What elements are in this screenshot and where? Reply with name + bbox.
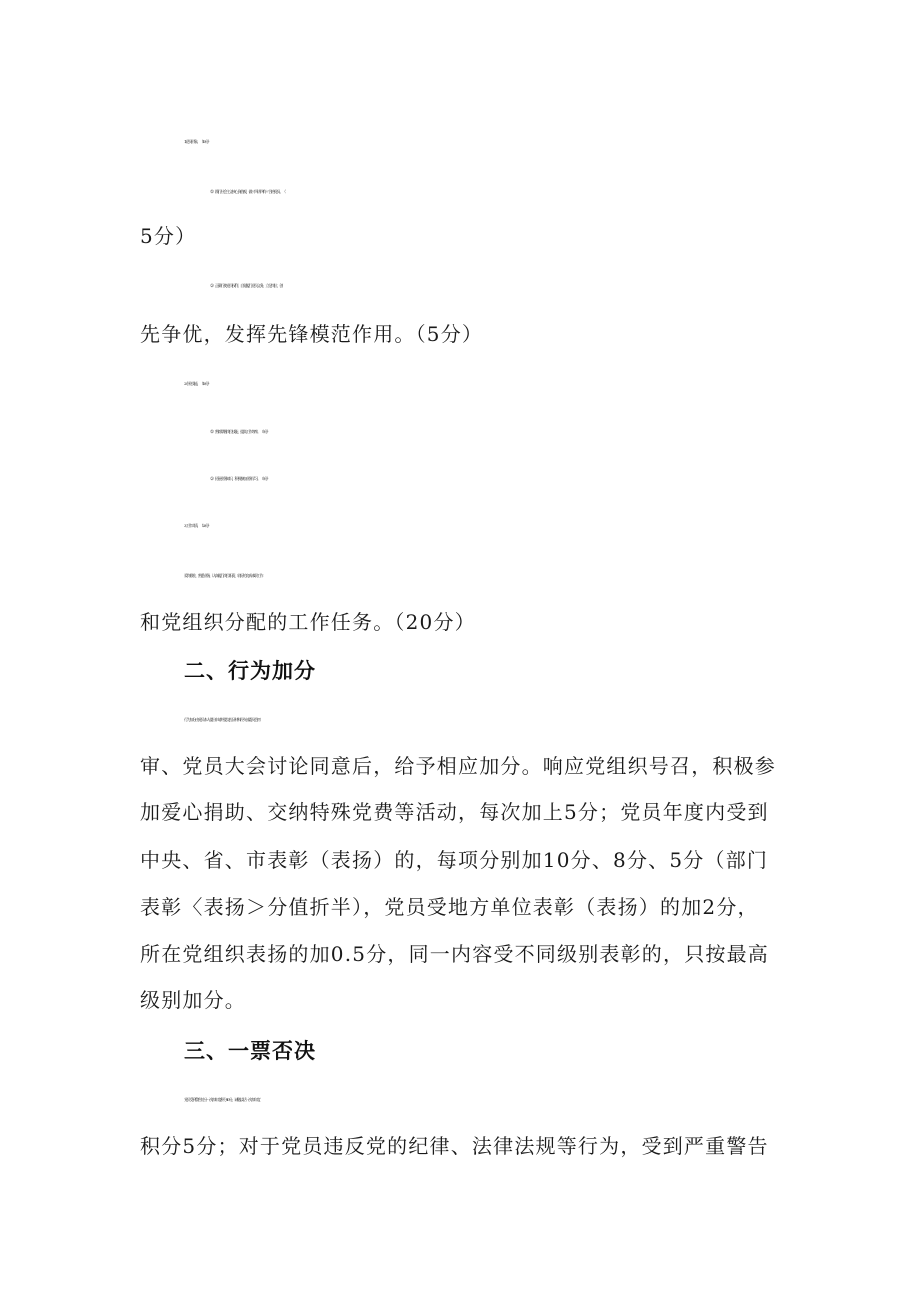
section3-line: 党员受到警告处分一次扣年度积分10分，诫勉谈话一次扣年度 xyxy=(184,1097,260,1102)
section2-line: 表彰〈表扬＞分值折半），党员受地方单位表彰（表扬）的加2分， xyxy=(140,895,759,919)
section3-heading: 三、一票否决 xyxy=(184,1039,316,1063)
item1-sub2-line2: 先争优，发挥先锋模范作用。（5分） xyxy=(140,322,484,346)
section2-line: 中央、省、市表彰（表扬）的，每项分别加10分、8分、5分（部门 xyxy=(140,848,769,872)
section2-heading: 二、行为加分 xyxy=(184,659,316,683)
item2-sub2: （2）拓展业务知识，积极参加业务学习。（5分） xyxy=(208,476,270,481)
item1-title: 1.党员形象。（10分） xyxy=(184,139,211,144)
section2-line: 审、党员大会讨论同意后，给予相应加分。响应党组织号召，积极参 xyxy=(140,754,776,778)
section2-line: 级别加分。 xyxy=(140,988,246,1012)
item2-title: 2 .专业技能。（10分） xyxy=(184,381,211,386)
item3-body-line2: 和党组织分配的工作任务。（20分） xyxy=(140,610,476,634)
section3-line: 积分5分；对于党员违反党的纪律、法律法规等行为，受到严重警告 xyxy=(140,1134,769,1158)
section2-line: 行为加分由党员本人提出申请并提交佐证材料,经支部委员会初 xyxy=(184,717,260,722)
section2-line: 所在党组织表扬的加0.5分，同一内容受不同级别表彰的，只按最高 xyxy=(140,942,770,966)
item3-body-line1: 爱岗敬业，熟悉业务，认真履行岗位职责，较好的完成本职工作 xyxy=(184,573,263,578)
item2-sub1: （1）熟练掌握岗位技能，提高工作效率。（5分） xyxy=(208,429,270,434)
section2-line: 加爱心捐助、交纳特殊党费等活动，每次加上5分；党员年度内受到 xyxy=(140,800,769,824)
item1-sub1-line1: （1）践行社会主义核心价值观，做〃四讲四有〃合格党员。（ xyxy=(208,189,285,194)
item1-sub2-line1: （2）正确行使党员权利，自觉履行党员义务，立足岗位、创 xyxy=(208,283,283,288)
item3-title: 3 .工作实绩。（20分） xyxy=(184,523,211,528)
item1-sub1-line2: 5分） xyxy=(140,224,197,248)
